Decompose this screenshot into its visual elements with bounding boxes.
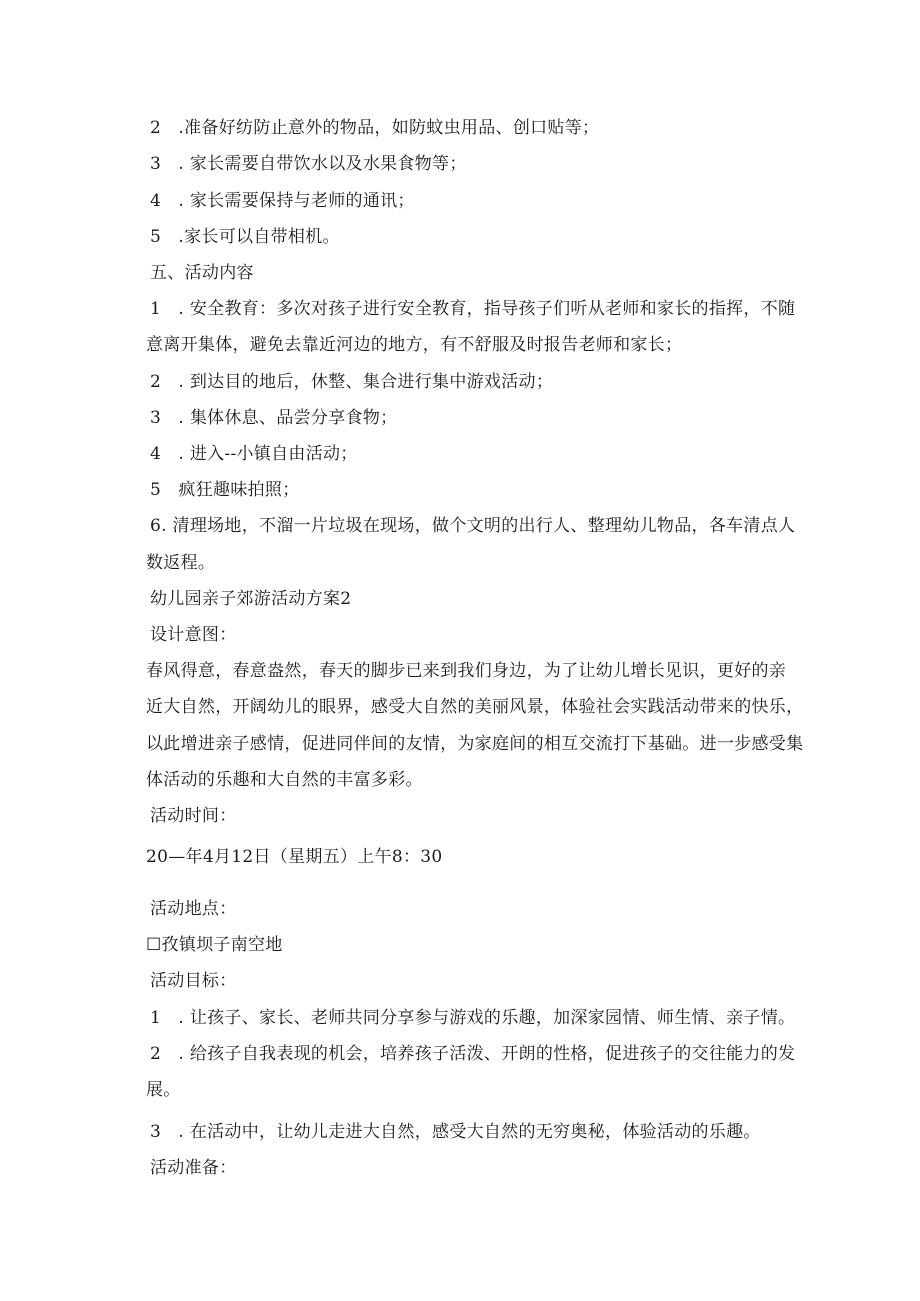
- section-title: 幼儿园亲子郊游活动方案2: [150, 589, 352, 609]
- text-line: 数返程。: [146, 553, 216, 573]
- text-line: 4 . 家长需要保持与老师的通讯；: [150, 191, 415, 211]
- text-line: 1 . 安全教育：多次对孩子进行安全教育，指导孩子们听从老师和家长的指挥，不随: [150, 299, 796, 319]
- text-line: 3 . 家长需要自带饮水以及水果食物等；: [150, 154, 467, 174]
- text-line: 春风得意，春意盎然，春天的脚步已来到我们身边，为了让幼儿增长见识，更好的亲: [146, 661, 787, 681]
- text-line: 4 . 进入--小镇自由活动；: [150, 444, 358, 464]
- text-line: 6. 清理场地，不溜一片垃圾在现场，做个文明的出行人、整理幼儿物品，各车清点人: [150, 516, 796, 536]
- text-line: 5 .家长可以自带相机。: [150, 227, 340, 247]
- text-line: 3 . 在活动中，让幼儿走进大自然，感受大自然的无穷奥秘，体验活动的乐趣。: [150, 1122, 761, 1142]
- text-line: 5 疯狂趣味拍照；: [150, 480, 300, 500]
- text-line: 3 . 集体休息、品尝分享食物；: [150, 408, 398, 428]
- section-heading: 设计意图：: [150, 625, 237, 645]
- text-line: 以此增进亲子感情，促进同伴间的友情，为家庭间的相互交流打下基础。进一步感受集: [146, 734, 804, 754]
- text-line: 2 .准备好纺防止意外的物品，如防蚊虫用品、创口贴等；: [150, 118, 600, 138]
- text-line: 体活动的乐趣和大自然的丰富多彩。: [146, 770, 423, 790]
- section-heading: 活动地点：: [150, 899, 237, 919]
- section-heading: 五、活动内容: [150, 263, 254, 283]
- text-line: ☐孜镇坝子南空地: [146, 935, 283, 955]
- text-line: 20—年4月12日（星期五）上午8：30: [146, 847, 443, 867]
- section-heading: 活动时间：: [150, 806, 237, 826]
- section-heading: 活动目标：: [150, 971, 237, 991]
- text-line: 2 . 到达目的地后，休整、集合进行集中游戏活动；: [150, 372, 554, 392]
- text-line: 近大自然，开阔幼儿的眼界，感受大自然的美丽风景，体验社会实践活动带来的快乐，: [146, 697, 804, 717]
- text-line: 意离开集体，避免去靠近河边的地方，有不舒服及时报告老师和家长；: [146, 335, 683, 355]
- section-heading: 活动准备：: [150, 1158, 237, 1178]
- text-line: 1 . 让孩子、家长、老师共同分享参与游戏的乐趣，加深家园情、师生情、亲子情。: [150, 1008, 796, 1028]
- text-line: 展。: [146, 1080, 181, 1100]
- text-line: 2 . 给孩子自我表现的机会，培养孩子活泼、开朗的性格，促进孩子的交往能力的发: [150, 1044, 796, 1064]
